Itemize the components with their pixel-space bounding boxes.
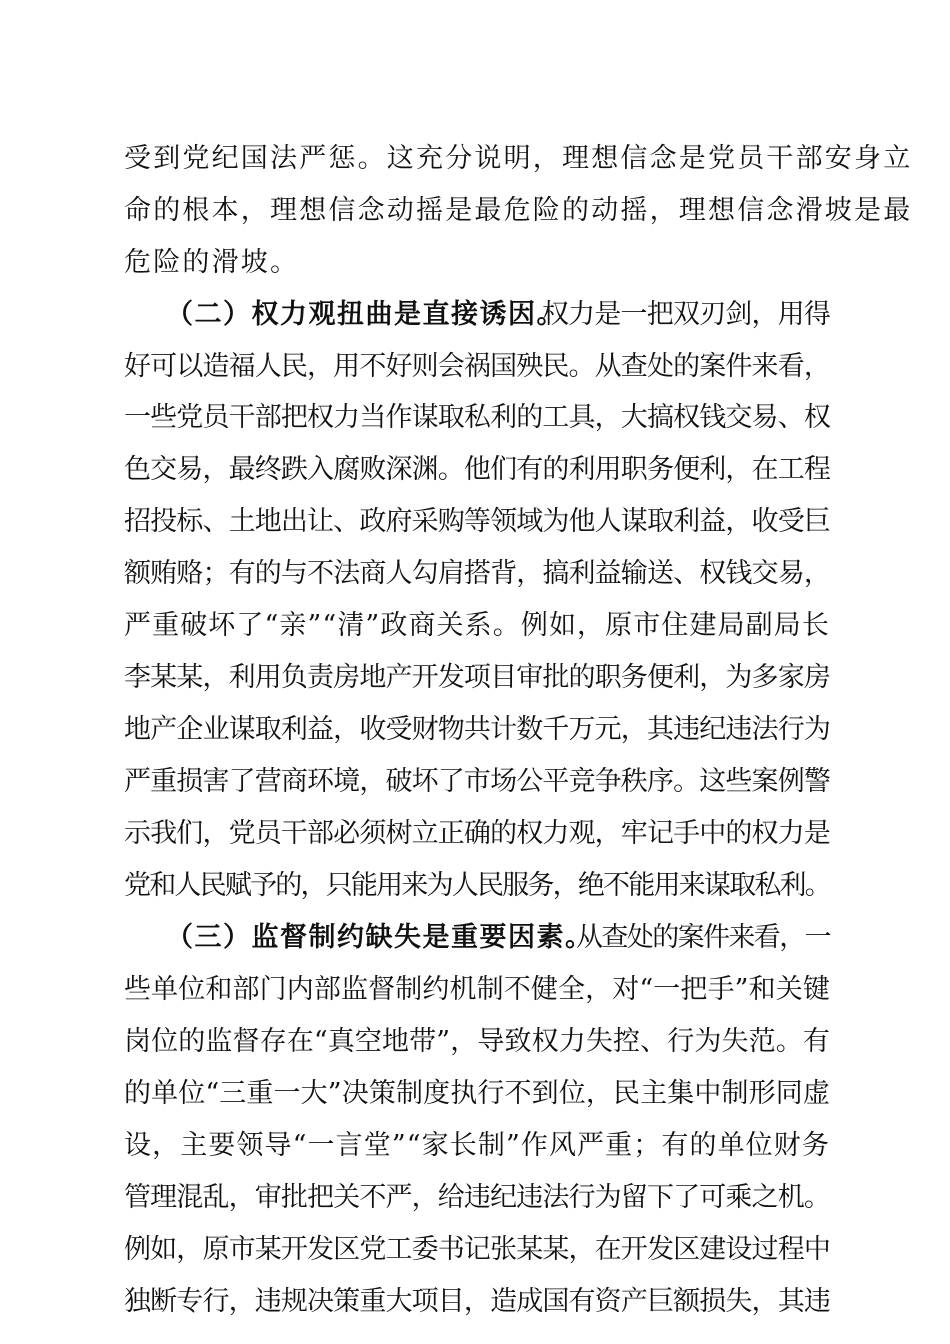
line-text: 岗位的监督存在“真空地带”，导致权力失控、行为失范。有 (124, 1026, 830, 1057)
section-heading: （三）监督制约缺失是重要因素。 (166, 922, 594, 953)
line-text: 额贿赂；有的与不法商人勾肩搭背，搞利益输送、权钱交易， (124, 558, 830, 589)
line-text: 管理混乱，审批把关不严，给违纪违法行为留下了可乘之机。 (124, 1182, 830, 1213)
line-text: 李某某，利用负责房地产开发项目审批的职务便利，为多家房 (124, 662, 830, 693)
line-text: 权力是一把双刃剑，用得 (542, 299, 830, 330)
line-text: 危险的滑坡。 (124, 247, 300, 278)
line-text: 设，主要领导“一言堂”“家长制”作风严重；有的单位财务 (124, 1130, 830, 1161)
line-text: 一些党员干部把权力当作谋取私利的工具，大搞权钱交易、权 (124, 402, 830, 433)
line-text: 受到党纪国法严惩。这充分说明，理想信念是党员干部安身立 (124, 143, 913, 174)
line-text: 独断专行，违规决策重大项目，造成国有资产巨额损失，其违 (124, 1286, 830, 1317)
line-text: 严重破坏了“亲”“清”政商关系。例如，原市住建局副局长 (124, 610, 830, 641)
line-text: 严重损害了营商环境，破坏了市场公平竞争秩序。这些案例警 (124, 766, 830, 797)
line-text: 例如，原市某开发区党工委书记张某某，在开发区建设过程中 (124, 1234, 830, 1265)
line-text: 些单位和部门内部监督制约机制不健全，对“一把手”和关键 (124, 974, 830, 1005)
line-text: 示我们，党员干部必须树立正确的权力观，牢记手中的权力是 (124, 818, 830, 849)
line-text: 的单位“三重一大”决策制度执行不到位，民主集中制形同虚 (124, 1078, 830, 1109)
line-text: 招投标、土地出让、政府采购等领域为他人谋取利益，收受巨 (124, 506, 830, 537)
line-text: 命的根本，理想信念动摇是最危险的动摇，理想信念滑坡是最 (124, 195, 913, 226)
line-text: 好可以造福人民，用不好则会祸国殃民。从查处的案件来看， (124, 351, 830, 382)
line-text: 色交易，最终跌入腐败深渊。他们有的利用职务便利，在工程 (124, 454, 830, 485)
line-text: 地产企业谋取利益，收受财物共计数千万元，其违纪违法行为 (124, 714, 830, 745)
section-heading: （二）权力观扭曲是直接诱因。 (166, 299, 565, 330)
line-text: 党和人民赋予的，只能用来为人民服务，绝不能用来谋取私利。 (124, 870, 830, 901)
line-text: 从查处的案件来看，一 (576, 922, 830, 953)
